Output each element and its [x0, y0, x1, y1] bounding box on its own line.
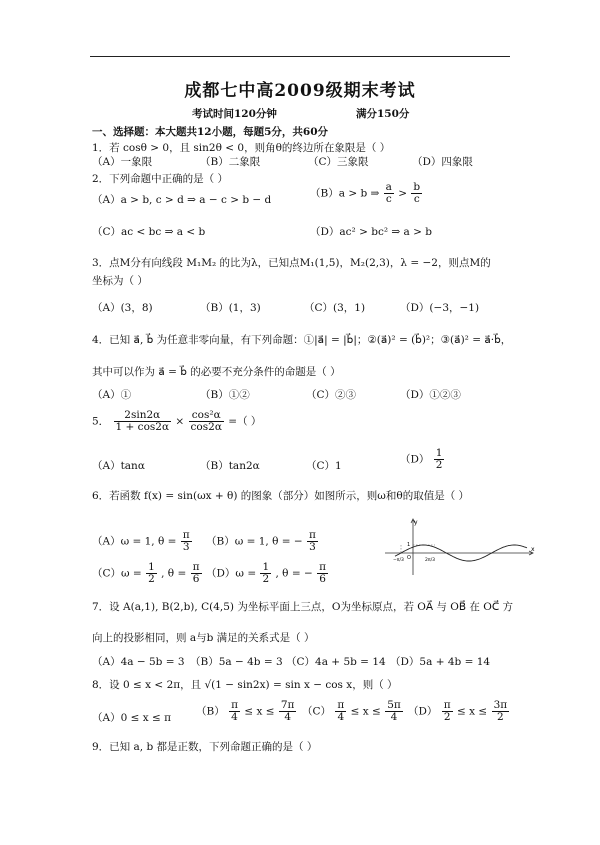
q7-option-a: （A）4a − 5b = 3 — [92, 656, 185, 668]
origin-label: O — [407, 555, 411, 561]
q6-d-num2: π — [319, 561, 327, 573]
q5-d-num: 1 — [435, 447, 443, 459]
q6-c-num2: π — [192, 561, 200, 573]
q6-option-d — [206, 562, 329, 585]
q5-frac1 — [114, 410, 172, 433]
q2-option-d: （D）ac² > bc² ⇒ a > b — [310, 226, 432, 238]
q5-expression — [92, 410, 261, 433]
q2-option-c: （C）ac < bc ⇒ a < b — [92, 226, 206, 238]
q2-b-prefix: （B）a > b ⇒ — [310, 187, 380, 200]
q7-stem-2: 向上的投影相同，则 a与b 满足的关系式是（ ） — [92, 632, 315, 644]
neg-pi-third-label: −π/3 — [393, 558, 404, 563]
q8-b-den2: 4 — [284, 711, 291, 724]
q4-stem-2: 其中可以作为 a⃗ = b⃗ 的必要不充分条件的命题是（ ） — [92, 366, 341, 378]
q6-c-frac2 — [191, 562, 202, 585]
q2-b-den1: c — [385, 193, 392, 206]
q5-times: × — [175, 415, 185, 428]
q6-stem: 6．若函数 f(x) = sin(ωx + θ) 的图象（部分）如图所示，则ω和θ的取值是（ ） — [92, 490, 470, 502]
q8-option-d — [408, 700, 510, 723]
q5-den1: 1 + cos2α — [115, 421, 170, 434]
q6-c-num1: 1 — [148, 561, 155, 573]
q6-a-frac — [181, 530, 192, 553]
q6-d-frac1 — [260, 562, 271, 585]
q3-stem: 3．点M分有向线段 M₁M₂ 的比为λ，已知点M₁(1,5)，M₂(2,3)，λ = −2，则点M的 — [92, 257, 491, 269]
header-rule — [90, 56, 510, 57]
q5-d-prefix: （D） — [400, 453, 430, 466]
q8-c-frac2 — [385, 700, 403, 723]
q3-stem-2: 坐标为（ ） — [92, 275, 148, 287]
q9-stem: 9．已知 a, b 都是正数，下列命题正确的是（ ） — [92, 741, 318, 753]
q5-d-den: 2 — [435, 459, 443, 472]
q2-option-a: （A）a > b, c > d ⇒ a − c > b − d — [92, 194, 272, 206]
q5-option-d — [400, 448, 445, 471]
x-label: x — [531, 546, 535, 553]
exam-score: 满分150分 — [356, 108, 410, 120]
q7-stem: 7．设 A(a,1), B(2,b), C(4,5) 为坐标平面上三点，O为坐标原点，若 OA⃗ 与 OB⃗ 在 OC⃗ 方 — [92, 601, 514, 613]
q6-c-den2: 6 — [192, 573, 200, 586]
q8-d-den2: 2 — [497, 711, 504, 724]
section-heading: 一、选择题：本大题共12小题，每题5分，共60分 — [92, 126, 329, 138]
q8-c-frac1 — [335, 700, 346, 723]
q5-num1: 2sin2α — [114, 410, 172, 422]
q2-b-num2: b — [413, 181, 421, 193]
q7-option-c: （C）4a + 5b = 14 — [286, 656, 386, 668]
q3-option-d: （D）(−3，−1) — [400, 302, 480, 314]
q7-option-d: （D）5a + 4b = 14 — [390, 656, 491, 668]
q6-b-num: π — [309, 529, 316, 541]
q8-b-prefix: （B） — [196, 705, 225, 718]
q6-a-den: 3 — [182, 541, 190, 554]
q7-option-b: （B）5a − 4b = 3 — [190, 656, 283, 668]
q8-c-den1: 4 — [337, 711, 345, 724]
q8-c-prefix: （C） — [302, 705, 332, 718]
q8-d-num2: 3π — [493, 699, 508, 711]
q3-option-c: （C）(3，1) — [304, 302, 366, 314]
exam-title: 成都七中高2009级期末考试 — [184, 81, 416, 101]
q2-stem: 2．下列命题中正确的是（ ） — [92, 173, 229, 185]
q6-option-a — [92, 530, 193, 553]
q6-d-mid: , θ = − — [275, 567, 313, 580]
q8-b-mid: ≤ x ≤ — [244, 705, 275, 718]
q6-d-prefix: （D）ω = — [206, 567, 257, 580]
q5-den2: cos2α — [190, 421, 222, 434]
q3-option-b: （B）(1，3) — [200, 302, 261, 314]
q5-option-a: （A）tanα — [92, 460, 145, 472]
q1-option-a: （A）一象限 — [92, 156, 153, 168]
q8-d-mid: ≤ x ≤ — [457, 705, 488, 718]
q6-option-c — [92, 562, 203, 585]
q8-option-b — [196, 700, 297, 723]
q2-option-b — [310, 182, 423, 205]
one-label: 1 — [407, 542, 411, 548]
q8-c-num1: π — [337, 699, 345, 711]
q4-option-a: （A）① — [92, 389, 132, 401]
q5-frac2 — [189, 410, 224, 433]
q8-d-prefix: （D） — [408, 705, 438, 718]
q2-b-frac1 — [384, 182, 394, 205]
y-label: y — [414, 519, 418, 526]
two-pi-third-label: 2π/3 — [425, 558, 435, 563]
q1-option-d: （D）四象限 — [412, 156, 473, 168]
q8-d-frac1 — [442, 700, 453, 723]
q8-b-frac1 — [229, 700, 240, 723]
q8-d-frac2 — [492, 700, 510, 723]
q6-c-den1: 2 — [148, 573, 155, 586]
q6-b-den: 3 — [309, 541, 316, 554]
q8-d-num1: π — [443, 699, 451, 711]
q4-stem: 4．已知 a⃗, b⃗ 为任意非零向量，有下列命题：①|a⃗| = |b⃗|；②(a⃗)² = (b⃗)²；③(a⃗)² = a⃗·b⃗， — [92, 334, 512, 346]
q8-b-num1: π — [231, 699, 238, 711]
q1-option-b: （B）二象限 — [200, 156, 261, 168]
q5-num2: cos²α — [189, 410, 224, 422]
q6-b-prefix: （B）ω = 1, θ = − — [206, 535, 303, 548]
q8-b-num2: 7π — [280, 699, 295, 711]
q6-c-frac1 — [146, 562, 157, 585]
q2-b-frac2 — [411, 182, 422, 205]
q5-label: 5． — [92, 415, 110, 428]
q8-c-num2: 5π — [387, 699, 401, 711]
q6-d-num1: 1 — [262, 561, 270, 573]
q1-option-c: （C）三象限 — [308, 156, 369, 168]
q6-d-frac2 — [317, 562, 328, 585]
q8-c-mid: ≤ x ≤ — [350, 705, 381, 718]
q5-d-frac — [434, 448, 445, 471]
q8-d-den1: 2 — [443, 711, 451, 724]
q6-sine-graph — [385, 515, 540, 577]
q8-b-frac2 — [279, 700, 297, 723]
q2-b-num1: a — [385, 181, 392, 193]
q6-c-prefix: （C）ω = — [92, 567, 142, 580]
q8-c-den2: 4 — [390, 711, 398, 724]
q8-option-c — [302, 700, 404, 723]
q6-a-num: π — [182, 529, 190, 541]
q8-option-a: （A）0 ≤ x ≤ π — [92, 712, 172, 724]
q2-b-den2: c — [413, 193, 420, 206]
q8-stem: 8．设 0 ≤ x < 2π，且 √(1 − sin2x) = sin x − cos x，则（ ） — [92, 679, 398, 691]
q4-option-b: （B）①② — [200, 389, 250, 401]
q6-c-mid: , θ = — [161, 567, 187, 580]
q6-a-prefix: （A）ω = 1, θ = — [92, 535, 177, 548]
exam-time: 考试时间120分钟 — [192, 108, 277, 120]
q6-d-den2: 6 — [319, 573, 326, 586]
q5-option-b: （B）tan2α — [200, 460, 260, 472]
q5-option-c: （C）1 — [306, 460, 342, 472]
q6-d-den1: 2 — [262, 573, 270, 586]
q3-option-a: （A）(3，8) — [92, 302, 153, 314]
q5-tail: =（ ） — [228, 415, 262, 428]
q1-stem: 1．若 cosθ > 0，且 sin2θ < 0，则角θ的终边所在象限是（ ） — [92, 142, 391, 154]
q4-option-d: （D）①②③ — [400, 389, 461, 401]
q4-option-c: （C）②③ — [306, 389, 357, 401]
q8-b-den1: 4 — [231, 711, 238, 724]
q6-option-b — [206, 530, 319, 553]
q6-b-frac — [307, 530, 318, 553]
q2-b-mid: > — [398, 187, 408, 200]
